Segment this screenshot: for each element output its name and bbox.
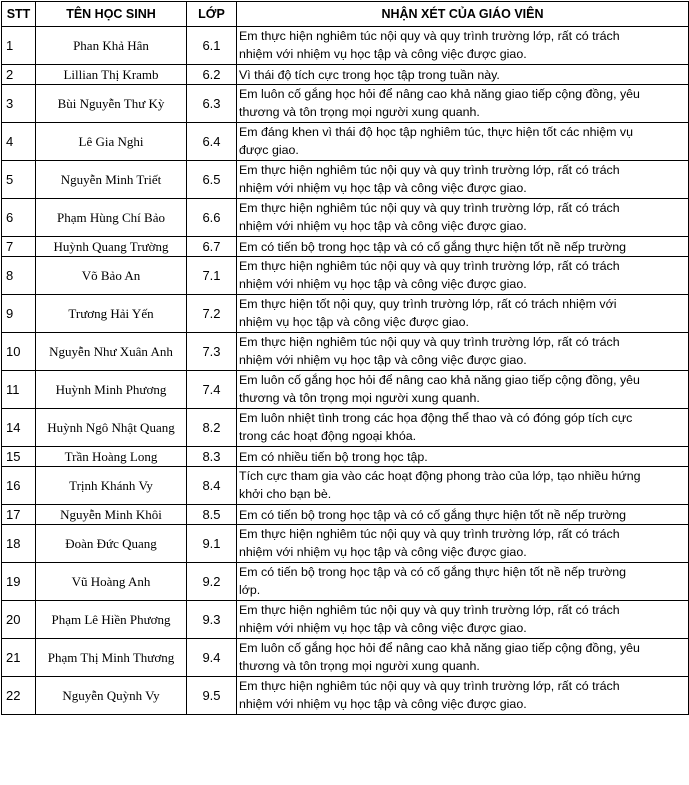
row-student-name: Trương Hải Yến bbox=[36, 295, 187, 333]
table-row bbox=[2, 199, 689, 237]
table-row bbox=[2, 525, 689, 563]
row-teacher-comment: Em luôn nhiệt tình trong các họa động thể thao và có đóng góp tích cực trong các hoạt động ngoại khóa. bbox=[237, 409, 689, 447]
table-row bbox=[2, 447, 689, 467]
row-teacher-comment: Em thực hiện nghiêm túc nội quy và quy trình trường lớp, rất có trách nhiệm với nhiệm vụ học tập và công việc được giao. bbox=[237, 199, 689, 237]
row-class: 6.1 bbox=[187, 27, 237, 65]
row-stt: 10 bbox=[2, 333, 36, 371]
row-class: 7.2 bbox=[187, 295, 237, 333]
row-stt: 14 bbox=[2, 409, 36, 447]
table-row bbox=[2, 295, 689, 333]
table-row bbox=[2, 123, 689, 161]
table-row bbox=[2, 27, 689, 65]
row-student-name: Huỳnh Minh Phương bbox=[36, 371, 187, 409]
row-student-name: Đoàn Đức Quang bbox=[36, 525, 187, 563]
row-student-name: Nguyễn Minh Khôi bbox=[36, 505, 187, 525]
table-row bbox=[2, 161, 689, 199]
header-stt: STT bbox=[2, 2, 36, 27]
row-class: 8.2 bbox=[187, 409, 237, 447]
row-teacher-comment: Vì thái độ tích cực trong học tập trong tuần này. bbox=[237, 65, 689, 85]
row-stt: 22 bbox=[2, 677, 36, 715]
row-teacher-comment: Em có nhiều tiến bộ trong học tập. bbox=[237, 447, 689, 467]
table-row bbox=[2, 677, 689, 715]
row-student-name: Võ Bảo An bbox=[36, 257, 187, 295]
row-student-name: Nguyễn Như Xuân Anh bbox=[36, 333, 187, 371]
row-student-name: Phan Khả Hân bbox=[36, 27, 187, 65]
table-row bbox=[2, 371, 689, 409]
row-stt: 16 bbox=[2, 467, 36, 505]
row-class: 6.5 bbox=[187, 161, 237, 199]
row-teacher-comment: Em thực hiện tốt nội quy, quy trình trường lớp, rất có trách nhiệm với nhiệm vụ học tập và công việc được giao. bbox=[237, 295, 689, 333]
table-row bbox=[2, 639, 689, 677]
row-teacher-comment: Em thực hiện nghiêm túc nội quy và quy trình trường lớp, rất có trách nhiệm với nhiệm vụ học tập và công việc được giao. bbox=[237, 677, 689, 715]
row-stt: 21 bbox=[2, 639, 36, 677]
row-class: 8.5 bbox=[187, 505, 237, 525]
row-stt: 20 bbox=[2, 601, 36, 639]
row-student-name: Lê Gia Nghi bbox=[36, 123, 187, 161]
row-class: 9.4 bbox=[187, 639, 237, 677]
row-class: 6.2 bbox=[187, 65, 237, 85]
row-class: 6.3 bbox=[187, 85, 237, 123]
row-stt: 3 bbox=[2, 85, 36, 123]
row-teacher-comment: Em luôn cố gắng học hỏi để nâng cao khả năng giao tiếp cộng đồng, yêu thương và tôn trọng mọi người xung quanh. bbox=[237, 85, 689, 123]
header-student-name: TÊN HỌC SINH bbox=[36, 2, 187, 27]
row-student-name: Phạm Hùng Chí Bảo bbox=[36, 199, 187, 237]
row-stt: 11 bbox=[2, 371, 36, 409]
row-teacher-comment: Em thực hiện nghiêm túc nội quy và quy trình trường lớp, rất có trách nhiệm với nhiệm vụ học tập và công việc được giao. bbox=[237, 525, 689, 563]
row-stt: 2 bbox=[2, 65, 36, 85]
row-teacher-comment: Em đáng khen vì thái độ học tập nghiêm túc, thực hiện tốt các nhiệm vụ được giao. bbox=[237, 123, 689, 161]
table-row bbox=[2, 601, 689, 639]
row-teacher-comment: Em có tiến bộ trong học tập và có cố gắng thực hiện tốt nề nếp trường lớp. bbox=[237, 563, 689, 601]
table-row bbox=[2, 467, 689, 505]
table-row bbox=[2, 65, 689, 85]
row-student-name: Trịnh Khánh Vy bbox=[36, 467, 187, 505]
row-stt: 9 bbox=[2, 295, 36, 333]
row-stt: 6 bbox=[2, 199, 36, 237]
row-class: 9.3 bbox=[187, 601, 237, 639]
row-teacher-comment: Em luôn cố gắng học hỏi để nâng cao khả năng giao tiếp cộng đồng, yêu thương và tôn trọng mọi người xung quanh. bbox=[237, 639, 689, 677]
row-class: 6.4 bbox=[187, 123, 237, 161]
row-student-name: Phạm Lê Hiền Phương bbox=[36, 601, 187, 639]
row-stt: 1 bbox=[2, 27, 36, 65]
row-student-name: Vũ Hoàng Anh bbox=[36, 563, 187, 601]
row-stt: 15 bbox=[2, 447, 36, 467]
row-stt: 5 bbox=[2, 161, 36, 199]
row-class: 7.1 bbox=[187, 257, 237, 295]
row-stt: 4 bbox=[2, 123, 36, 161]
row-teacher-comment: Em thực hiện nghiêm túc nội quy và quy trình trường lớp, rất có trách nhiệm với nhiệm vụ học tập và công việc được giao. bbox=[237, 601, 689, 639]
row-class: 6.6 bbox=[187, 199, 237, 237]
row-student-name: Nguyễn Minh Triết bbox=[36, 161, 187, 199]
row-class: 7.3 bbox=[187, 333, 237, 371]
row-teacher-comment: Em thực hiện nghiêm túc nội quy và quy trình trường lớp, rất có trách nhiệm với nhiệm vụ học tập và công việc được giao. bbox=[237, 161, 689, 199]
row-class: 9.1 bbox=[187, 525, 237, 563]
row-stt: 8 bbox=[2, 257, 36, 295]
table-row bbox=[2, 409, 689, 447]
row-student-name: Phạm Thị Minh Thương bbox=[36, 639, 187, 677]
student-comments-table bbox=[1, 1, 689, 715]
row-student-name: Nguyễn Quỳnh Vy bbox=[36, 677, 187, 715]
row-stt: 18 bbox=[2, 525, 36, 563]
table-row bbox=[2, 257, 689, 295]
row-stt: 19 bbox=[2, 563, 36, 601]
row-student-name: Bùi Nguyễn Thư Kỳ bbox=[36, 85, 187, 123]
table-row bbox=[2, 505, 689, 525]
row-teacher-comment: Em luôn cố gắng học hỏi để nâng cao khả năng giao tiếp cộng đồng, yêu thương và tôn trọng mọi người xung quanh. bbox=[237, 371, 689, 409]
row-teacher-comment: Em có tiến bộ trong học tập và có cố gắng thực hiện tốt nề nếp trường bbox=[237, 237, 689, 257]
row-student-name: Trần Hoàng Long bbox=[36, 447, 187, 467]
row-student-name: Lillian Thị Kramb bbox=[36, 65, 187, 85]
header-row bbox=[2, 2, 689, 27]
table-row bbox=[2, 563, 689, 601]
row-class: 8.4 bbox=[187, 467, 237, 505]
row-class: 6.7 bbox=[187, 237, 237, 257]
row-teacher-comment: Tích cực tham gia vào các hoạt động phong trào của lớp, tạo nhiều hứng khởi cho bạn bè. bbox=[237, 467, 689, 505]
row-teacher-comment: Em có tiến bộ trong học tập và có cố gắng thực hiện tốt nề nếp trường bbox=[237, 505, 689, 525]
row-teacher-comment: Em thực hiện nghiêm túc nội quy và quy trình trường lớp, rất có trách nhiệm với nhiệm vụ học tập và công việc được giao. bbox=[237, 333, 689, 371]
row-class: 9.2 bbox=[187, 563, 237, 601]
row-stt: 7 bbox=[2, 237, 36, 257]
table-row bbox=[2, 237, 689, 257]
row-student-name: Huỳnh Ngô Nhật Quang bbox=[36, 409, 187, 447]
row-student-name: Huỳnh Quang Trường bbox=[36, 237, 187, 257]
row-teacher-comment: Em thực hiện nghiêm túc nội quy và quy trình trường lớp, rất có trách nhiệm với nhiệm vụ học tập và công việc được giao. bbox=[237, 27, 689, 65]
table-row bbox=[2, 333, 689, 371]
row-class: 9.5 bbox=[187, 677, 237, 715]
header-class: LỚP bbox=[187, 2, 237, 27]
row-class: 7.4 bbox=[187, 371, 237, 409]
table-body bbox=[2, 27, 689, 715]
row-class: 8.3 bbox=[187, 447, 237, 467]
header-teacher-comment: NHẬN XÉT CỦA GIÁO VIÊN bbox=[237, 2, 689, 27]
row-teacher-comment: Em thực hiện nghiêm túc nội quy và quy trình trường lớp, rất có trách nhiệm với nhiệm vụ học tập và công việc được giao. bbox=[237, 257, 689, 295]
row-stt: 17 bbox=[2, 505, 36, 525]
table-row bbox=[2, 85, 689, 123]
